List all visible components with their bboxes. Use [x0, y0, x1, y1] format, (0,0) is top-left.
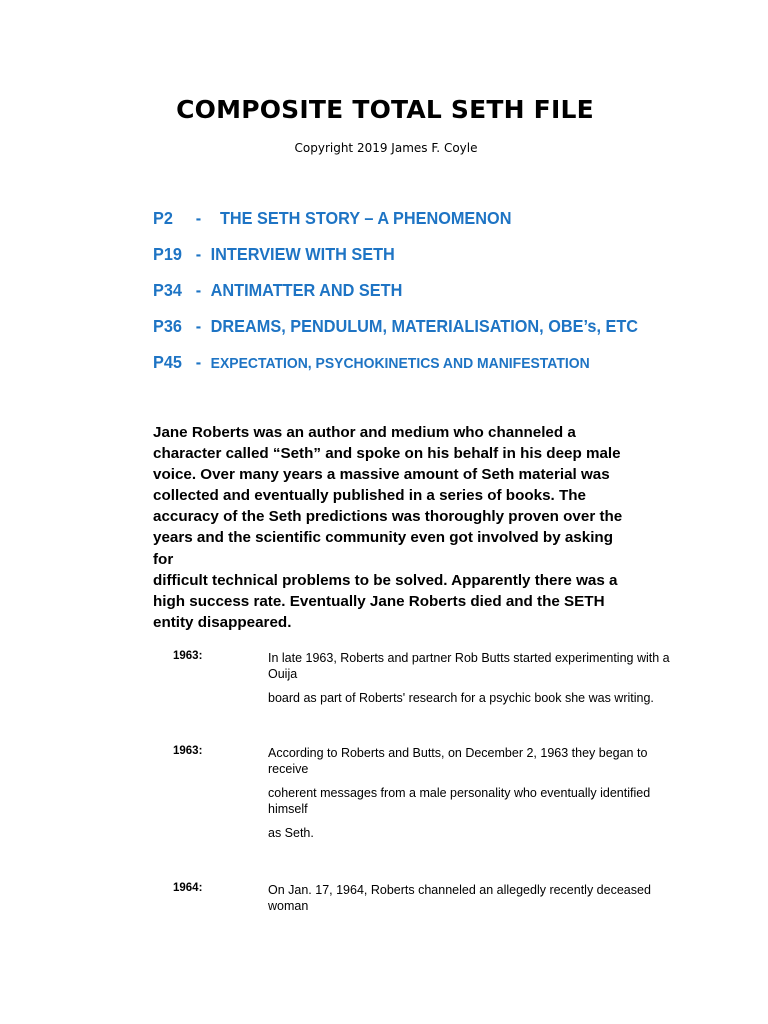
- toc-entry-title: DREAMS, PENDULUM, MATERIALISATION, OBE’s, ETC: [210, 316, 639, 336]
- timeline-text-line: Ouija: [268, 667, 298, 681]
- copyright-notice: Copyright 2019 James F. Coyle: [294, 141, 478, 155]
- timeline-text-line: as Seth.: [268, 826, 314, 840]
- timeline-paragraph: [268, 690, 688, 706]
- intro-line: high success rate. Eventually Jane Roberts died and the SETH: [153, 592, 605, 610]
- intro-line: collected and eventually published in a series of books. The: [153, 487, 586, 505]
- intro-line: character called “Seth” and spoke on his behalf in his deep male: [153, 445, 621, 463]
- timeline-year: 1963:: [173, 650, 203, 662]
- timeline-paragraph: [268, 785, 688, 817]
- toc-entry-title: THE SETH STORY – A PHENOMENON: [219, 208, 512, 228]
- toc-page-number: P36: [153, 316, 182, 336]
- timeline-year: 1963:: [173, 745, 203, 757]
- timeline-text-line: On Jan. 17, 1964, Roberts channeled an allegedly recently deceased: [268, 883, 651, 897]
- timeline-paragraph: [268, 825, 688, 841]
- timeline-text-line: According to Roberts and Butts, on December 2, 1963 they began to: [268, 746, 648, 760]
- toc-separator: -: [195, 208, 202, 228]
- timeline-paragraph: [268, 650, 688, 682]
- timeline-text-line: receive: [268, 762, 309, 776]
- toc-page-number: P45: [153, 352, 182, 372]
- timeline-paragraph: [268, 745, 688, 777]
- toc-page-number: P19: [153, 244, 182, 264]
- intro-line: difficult technical problems to be solved. Apparently there was a: [153, 571, 618, 589]
- toc-separator: -: [195, 316, 202, 336]
- timeline-text-line: woman: [268, 899, 309, 913]
- toc-page-number: P2: [153, 208, 173, 228]
- timeline-text-line: coherent messages from a male personality who eventually identified: [268, 786, 651, 800]
- toc-entry-title: EXPECTATION, PSYCHOKINETICS AND MANIFESTATION: [210, 355, 590, 372]
- timeline-text-line: board as part of Roberts' research for a psychic book she was writing.: [268, 691, 654, 705]
- intro-line: Jane Roberts was an author and medium who channeled a: [153, 424, 576, 441]
- timeline-text: [268, 745, 688, 849]
- timeline-text-line: In late 1963, Roberts and partner Rob Butts started experimenting with a: [268, 651, 670, 665]
- intro-line: years and the scientific community even got involved by asking for: [153, 529, 613, 568]
- intro-line: accuracy of the Seth predictions was thoroughly proven over the: [153, 508, 623, 526]
- toc-entry-title: ANTIMATTER AND SETH: [210, 280, 403, 300]
- toc-separator: -: [195, 280, 202, 300]
- timeline-text: [268, 650, 688, 714]
- timeline-text-line: himself: [268, 802, 308, 816]
- timeline-paragraph: [268, 882, 688, 914]
- timeline-year: 1964:: [173, 882, 203, 894]
- intro-line: entity disappeared.: [153, 613, 292, 631]
- timeline-text: [268, 882, 688, 922]
- toc-entry-title: INTERVIEW WITH SETH: [210, 244, 395, 264]
- document-title: COMPOSITE TOTAL SETH FILE: [176, 95, 594, 124]
- toc-separator: -: [195, 244, 202, 264]
- intro-line: voice. Over many years a massive amount of Seth material was: [153, 466, 610, 484]
- intro-paragraph: [153, 422, 623, 633]
- toc-page-number: P34: [153, 280, 182, 300]
- toc-separator: -: [195, 352, 202, 372]
